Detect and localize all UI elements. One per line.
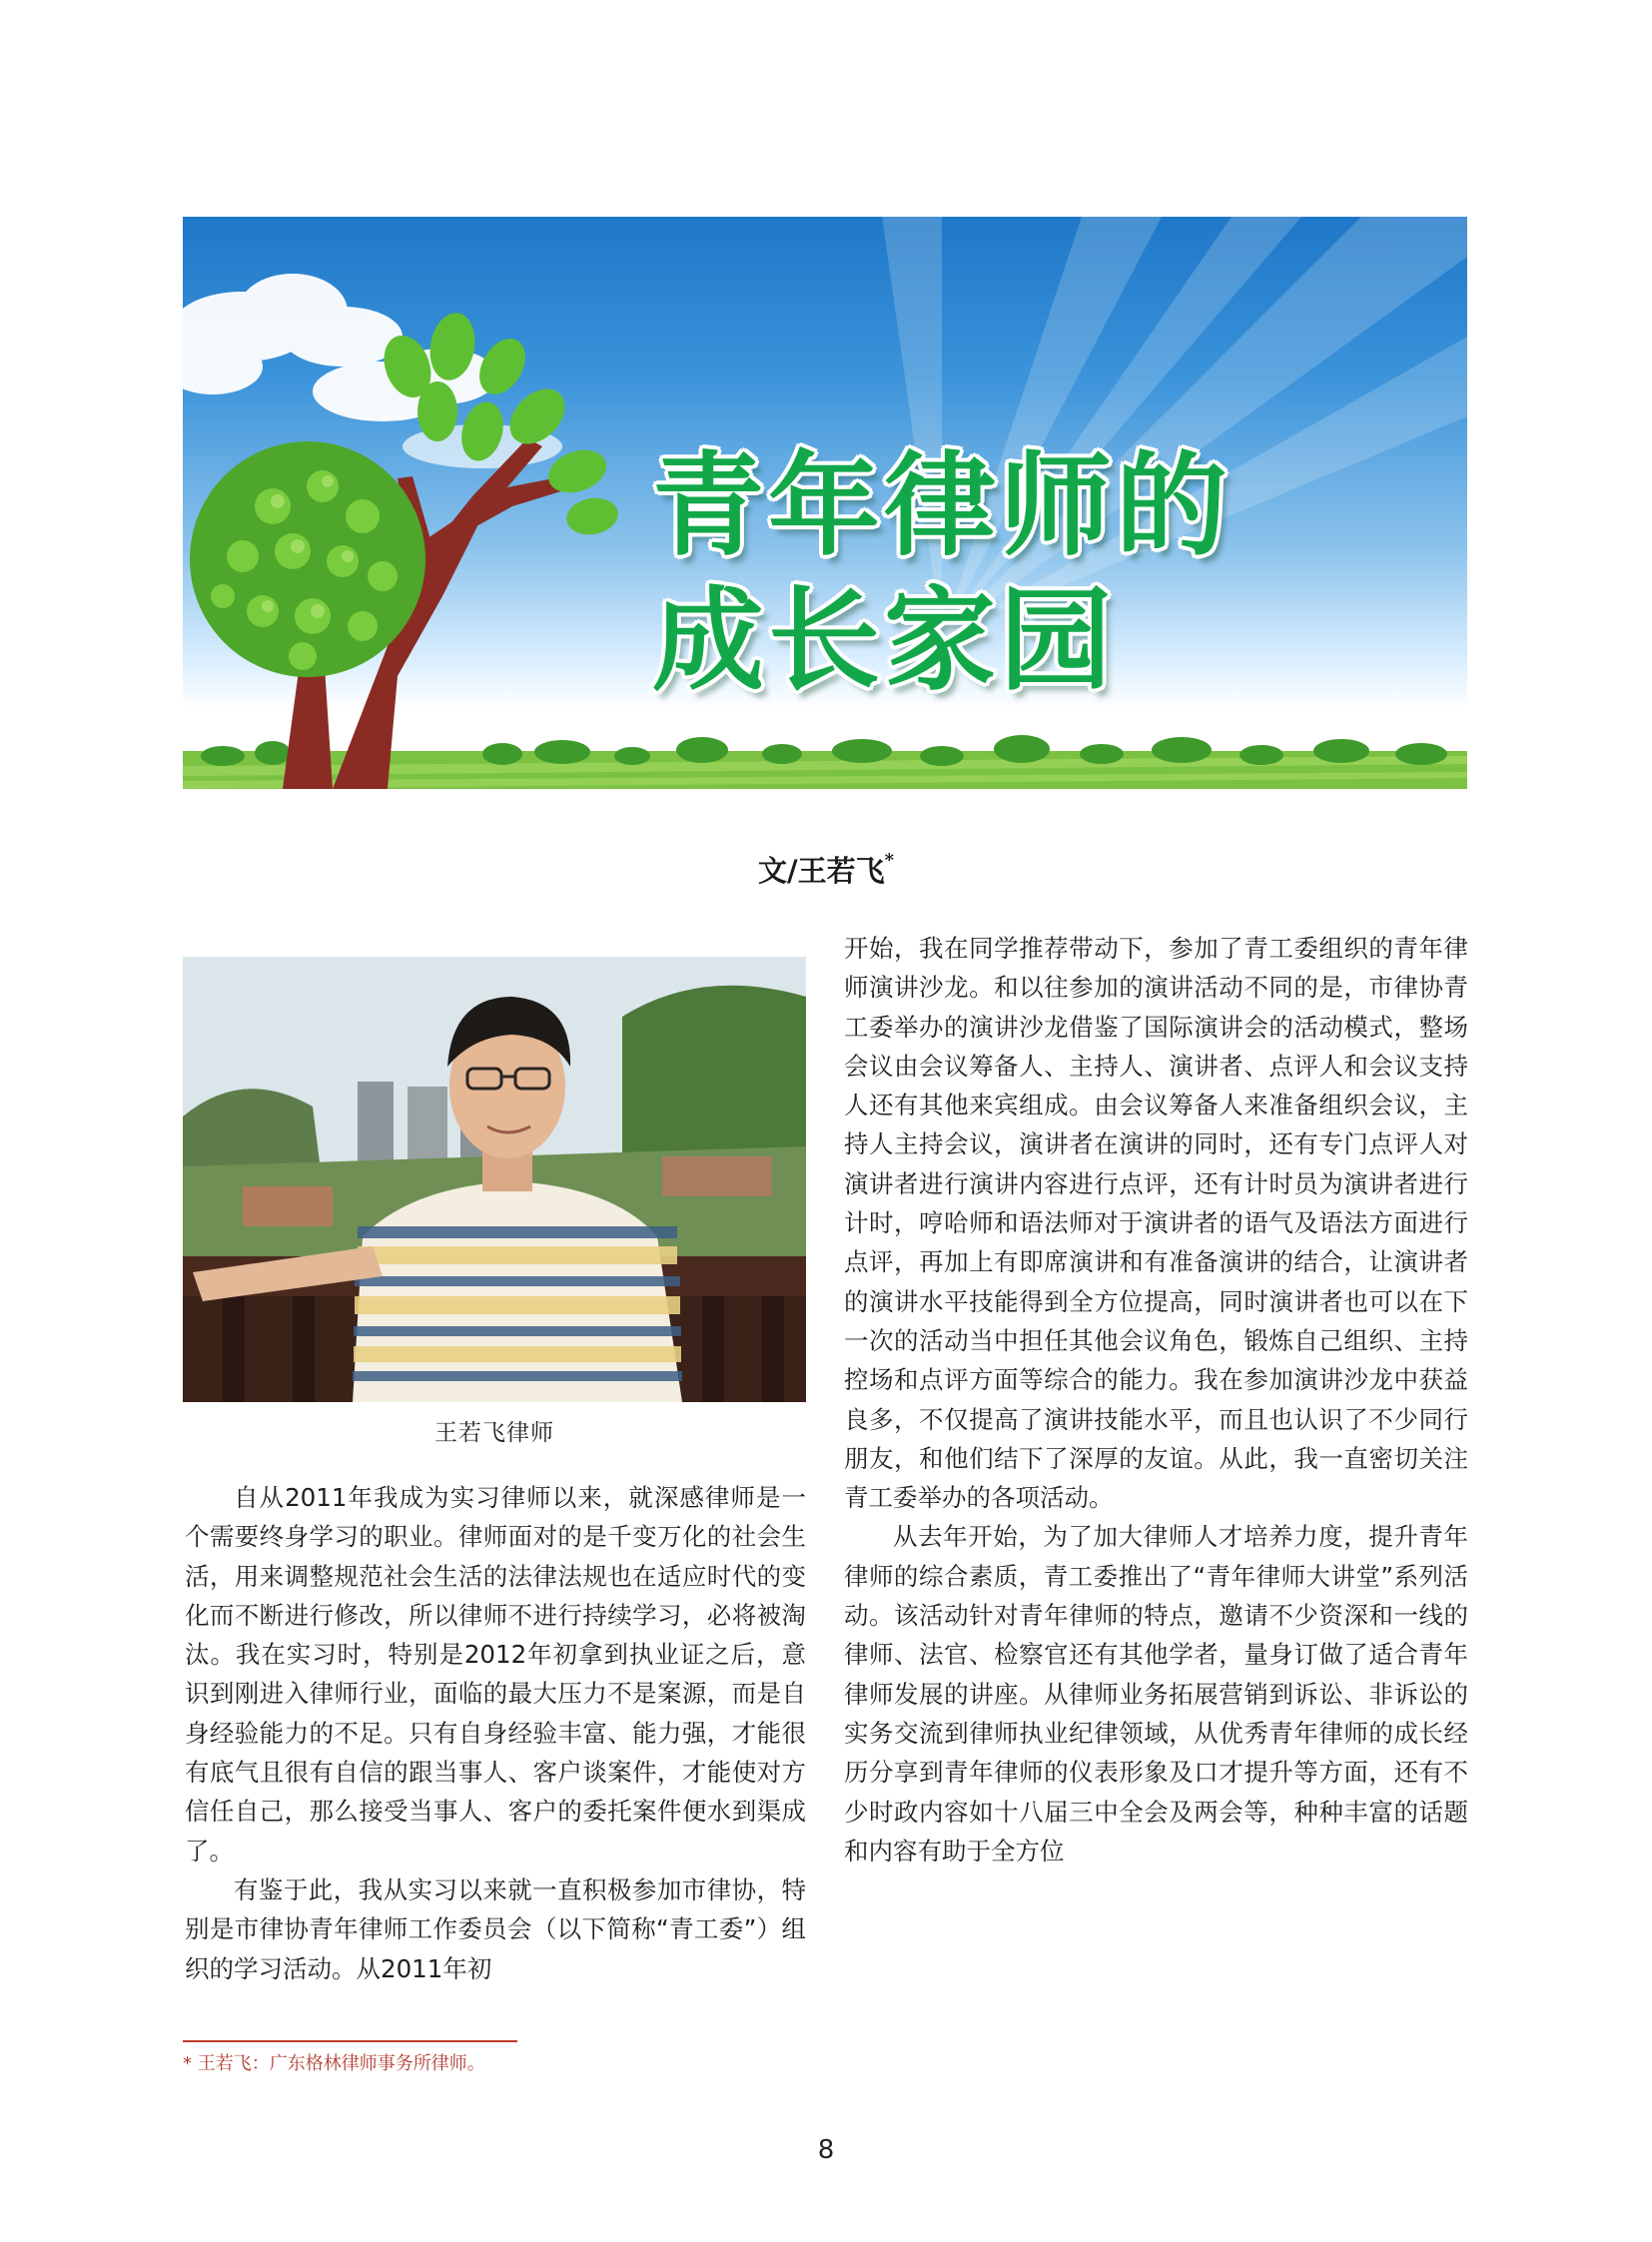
footnote: * 王若飞：广东格林律师事务所律师。 [183, 2053, 485, 2074]
byline-footnote-mark: * [884, 850, 894, 872]
paragraph: 有鉴于此，我从实习以来就一直积极参加市律协，特别是市律协青年律师工作委员会（以下简称“青工委”）组织的学习活动。从2011年初 [185, 1874, 806, 1983]
article-column-right [844, 929, 1468, 1870]
author-photo [183, 957, 806, 1402]
article-column-left [185, 1478, 806, 1988]
paragraph: 开始，我在同学推荐带动下，参加了青工委组织的青年律师演讲沙龙。和以往参加的演讲活动不同的是，市律协青工委举办的演讲沙龙借鉴了国际演讲会的活动模式，整场会议由会议筹备人、主持人、演讲者、点评人和会议支持人还有其他来宾组成。由会议筹备人来准备组织会议，主持人主持会议，演讲者在演讲的同时，还有专门点评人对演讲者进行演讲内容进行点评，还有计时员为演讲者进行计时，哼哈师和语法师对于演讲者的语气及语法方面进行点评，再加上有即席演讲和有准备演讲的结合，让演讲者的演讲水平技能得到全方位提高，同时演讲者也可以在下一次的活动当中担任其他会议角色，锻炼自己组织、主持控场和点评方面等综合的能力。我在参加演讲沙龙中获益良多，不仅提高了演讲技能水平，而且也认识了不少同行朋友，和他们结下了深厚的友谊。从此，我一直密切关注青工委举办的各项活动。 [844, 934, 1468, 1513]
portrait-image [183, 957, 806, 1402]
banner-title-line2: 成长家园 [652, 576, 1116, 706]
footnote-divider [183, 2040, 517, 2042]
byline-text: 文/王若飞 [757, 854, 885, 888]
banner-title-line1: 青年律师的 [652, 441, 1232, 571]
author-byline [0, 849, 1652, 890]
header-banner [183, 217, 1467, 789]
paragraph: 自从2011年我成为实习律师以来，就深感律师是一个需要终身学习的职业。律师面对的是千变万化的社会生活，用来调整规范社会生活的法律法规也在适应时代的变化而不断进行修改，所以律师不进行持续学习，必将被淘汰。我在实习时，特别是2012年初拿到执业证之后，意识到刚进入律师行业，面临的最大压力不是案源，而是自身经验能力的不足。只有自身经验丰富、能力强，才能很有底气且很有自信的跟当事人、客户谈案件，才能使对方信任自己，那么接受当事人、客户的委托案件便水到渠成了。 [185, 1483, 806, 1866]
paragraph: 从去年开始，为了加大律师人才培养力度，提升青年律师的综合素质，青工委推出了“青年律师大讲堂”系列活动。该活动针对青年律师的特点，邀请不少资深和一线的律师、法官、检察官还有其他学者，量身订做了适合青年律师发展的讲座。从律师业务拓展营销到诉讼、非诉讼的实务交流到律师执业纪律领域，从优秀青年律师的成长经历分享到青年律师的仪表形象及口才提升等方面，还有不少时政内容如十八届三中全会及两会等，种种丰富的话题和内容有助于全方位 [844, 1522, 1468, 1866]
photo-caption: 王若飞律师 [434, 1420, 554, 1446]
page-number: 8 [817, 2135, 835, 2165]
